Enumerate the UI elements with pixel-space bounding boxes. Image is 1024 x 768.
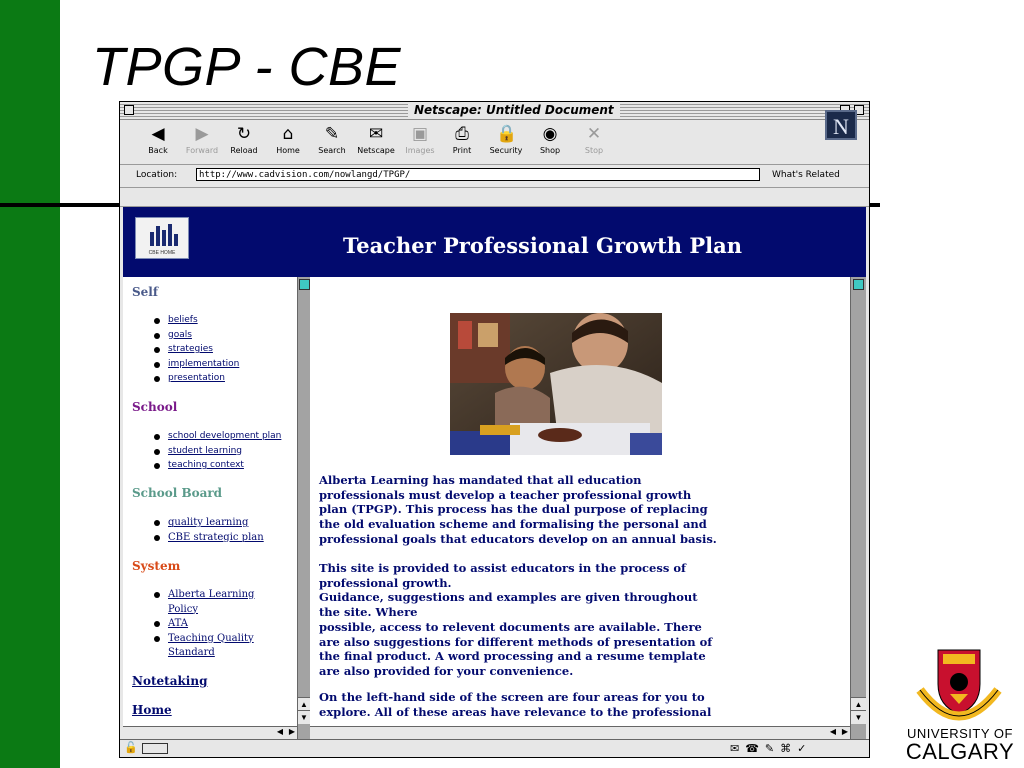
paragraph-line: Guidance, suggestions and examples are given throughout [319, 590, 698, 605]
location-label: Location: [136, 170, 178, 180]
nav-link-system[interactable]: Teaching Quality [168, 632, 254, 644]
toolbar-button-label: Shop [539, 146, 561, 155]
bullet-icon [154, 520, 160, 526]
toolbar-home-button[interactable] [266, 124, 310, 155]
scroll-thumb[interactable] [299, 279, 310, 290]
url-input[interactable]: http://www.cadvision.com/nowlangd/TPGP/ [196, 168, 760, 181]
nav-link-self[interactable]: beliefs [168, 315, 198, 325]
nav-link-system[interactable]: Standard [168, 647, 215, 658]
nav-section-school[interactable]: School [132, 400, 178, 414]
window-title: Netscape: Untitled Document [408, 103, 620, 117]
images-icon: ▣ [411, 124, 429, 144]
bullet-icon [154, 535, 160, 541]
nav-link-school[interactable]: teaching context [168, 460, 244, 470]
bullet-icon [154, 621, 160, 627]
paragraph-line: professionals must develop a teacher professional growth [319, 487, 692, 502]
bullet-icon [154, 463, 160, 469]
nav-link-self[interactable]: strategies [168, 344, 213, 354]
toolbar-forward-button[interactable] [180, 124, 224, 155]
cbe-home-logo[interactable] [135, 217, 189, 259]
toolbar-images-button[interactable] [398, 124, 442, 155]
paragraph-line: This site is provided to assist educators in the process of [319, 561, 686, 575]
bullet-icon [154, 333, 160, 339]
right-vertical-scrollbar[interactable] [850, 277, 866, 739]
body-paragraph [319, 473, 729, 547]
print-icon: ⎙ [455, 124, 469, 144]
browser-window [119, 101, 870, 758]
left-vertical-scrollbar[interactable] [297, 277, 310, 739]
location-bar [120, 165, 869, 188]
toolbar-button-label: Back [148, 146, 168, 155]
whats-related-button[interactable]: What's Related [772, 170, 840, 180]
back-arrow-icon: ◀ [151, 124, 165, 144]
paragraph-line: On the left-hand side of the screen are four areas for you to [319, 690, 705, 704]
paragraph-line: are also provided for your convenience. [319, 663, 574, 678]
nav-link-school_board[interactable]: quality learning [168, 517, 249, 528]
nav-link-system[interactable]: Alberta Learning [168, 589, 255, 600]
nav-link-system[interactable]: Policy [168, 603, 198, 615]
scroll-right-arrow-icon[interactable]: ▶ [841, 727, 848, 736]
toolbar-button-label: Forward [185, 146, 219, 155]
toolbar-reload-button[interactable] [222, 124, 266, 155]
toolbar-button-label: Home [276, 146, 300, 155]
university-name-line2: CALGARY [905, 739, 1015, 764]
body-paragraph [319, 561, 729, 679]
scroll-left-arrow-icon[interactable]: ◀ [276, 727, 283, 736]
scroll-down-arrow-icon[interactable]: ▼ [851, 710, 866, 724]
paragraph-line: the final product. A word processing and a resume template [319, 649, 706, 664]
bullet-icon [154, 376, 160, 382]
nav-link-self[interactable]: implementation [168, 358, 240, 369]
netscape-icon: ✉ [368, 124, 384, 144]
nav-link-self[interactable]: presentation [168, 373, 225, 383]
nav-link-system[interactable]: ATA [168, 618, 189, 629]
bullet-icon [154, 434, 160, 440]
nav-section-school_board[interactable]: School Board [132, 486, 223, 500]
progress-bar [142, 743, 168, 754]
netscape-logo-icon[interactable]: N [825, 110, 857, 140]
search-icon: ✎ [324, 124, 340, 144]
toolbar-shop-button[interactable] [528, 124, 572, 155]
toolbar-button-label: Print [452, 146, 472, 155]
nav-link-school[interactable]: school development plan [168, 431, 282, 441]
slide-accent-bar [0, 0, 60, 768]
toolbar-button-label: Stop [584, 146, 604, 155]
window-titlebar[interactable] [120, 102, 869, 120]
personal-toolbar [120, 188, 869, 207]
university-name-line1: UNIVERSITY OF [907, 726, 1013, 741]
forward-arrow-icon: ▶ [195, 124, 209, 144]
scroll-thumb[interactable] [853, 279, 864, 290]
scroll-down-arrow-icon[interactable]: ▼ [298, 710, 310, 724]
slide-title: TPGP - CBE [92, 37, 402, 97]
paragraph-line: professional growth. [319, 575, 452, 590]
banner-title: Teacher Professional Growth Plan [343, 233, 743, 258]
navigation-toolbar [120, 120, 869, 165]
left-horizontal-scrollbar[interactable] [123, 726, 297, 740]
logo-caption: CBE HOME [148, 250, 176, 256]
toolbar-print-button[interactable] [440, 124, 484, 155]
paragraph-line: the old evaluation scheme and formalising the personal and [319, 517, 707, 532]
nav-link-notetaking[interactable]: Notetaking [132, 674, 208, 688]
toolbar-back-button[interactable] [136, 124, 180, 155]
toolbar-button-label: Netscape [357, 146, 395, 155]
nav-link-school[interactable]: student learning [168, 445, 242, 456]
toolbar-netscape-button[interactable] [354, 124, 398, 155]
paragraph-line: the site. Where [319, 605, 418, 620]
nav-section-self[interactable]: Self [132, 285, 159, 299]
page-banner [123, 207, 866, 277]
security-lock-status-icon[interactable]: 🔓 [124, 742, 138, 754]
nav-link-school_board[interactable]: CBE strategic plan [168, 531, 264, 543]
toolbar-button-label: Images [405, 146, 435, 155]
toolbar-button-label: Reload [230, 146, 258, 155]
status-bar [120, 739, 869, 758]
toolbar-stop-button[interactable] [572, 124, 616, 155]
close-box-icon[interactable] [124, 105, 134, 115]
toolbar-button-label: Security [489, 146, 523, 155]
shop-icon: ◉ [542, 124, 558, 144]
nav-section-system[interactable]: System [132, 559, 181, 573]
teacher-child-photo [450, 313, 662, 455]
nav-link-home[interactable]: Home [132, 703, 172, 717]
component-bar-icons[interactable]: ✉☎✎⌘✓ [730, 743, 813, 755]
paragraph-line: Alberta Learning has mandated that all education [319, 473, 642, 487]
security-lock-icon: 🔒 [496, 124, 518, 144]
scroll-right-arrow-icon[interactable]: ▶ [288, 727, 295, 736]
bullet-icon [154, 449, 160, 455]
toolbar-search-button[interactable] [310, 124, 354, 155]
scroll-up-arrow-icon[interactable]: ▲ [298, 697, 310, 711]
bullet-icon [154, 592, 160, 598]
bullet-icon [154, 362, 160, 368]
navigation-frame [123, 277, 297, 739]
stop-icon: ✕ [586, 124, 602, 144]
right-horizontal-scrollbar[interactable] [310, 726, 850, 740]
bullet-icon [154, 347, 160, 353]
paragraph-line: possible, access to relevent documents are available. There [319, 619, 702, 634]
paragraph-line: plan (TPGP). This process has the dual purpose of replacing [319, 502, 708, 517]
scroll-left-arrow-icon[interactable]: ◀ [829, 727, 836, 736]
content-frame [310, 277, 850, 739]
home-icon: ⌂ [282, 124, 294, 144]
paragraph-line: explore. All of these areas have relevance to the professional [319, 704, 712, 719]
paragraph-line: professional goals that educators develop on an annual basis. [319, 531, 717, 546]
body-paragraph [319, 690, 729, 719]
bullet-icon [154, 318, 160, 324]
toolbar-security-button[interactable] [484, 124, 528, 155]
bullet-icon [154, 636, 160, 642]
toolbar-button-label: Search [318, 146, 346, 155]
scroll-up-arrow-icon[interactable]: ▲ [851, 697, 866, 711]
nav-link-self[interactable]: goals [168, 329, 192, 340]
paragraph-line: are also suggestions for different methods of presentation of [319, 634, 713, 649]
reload-icon: ↻ [236, 124, 252, 144]
